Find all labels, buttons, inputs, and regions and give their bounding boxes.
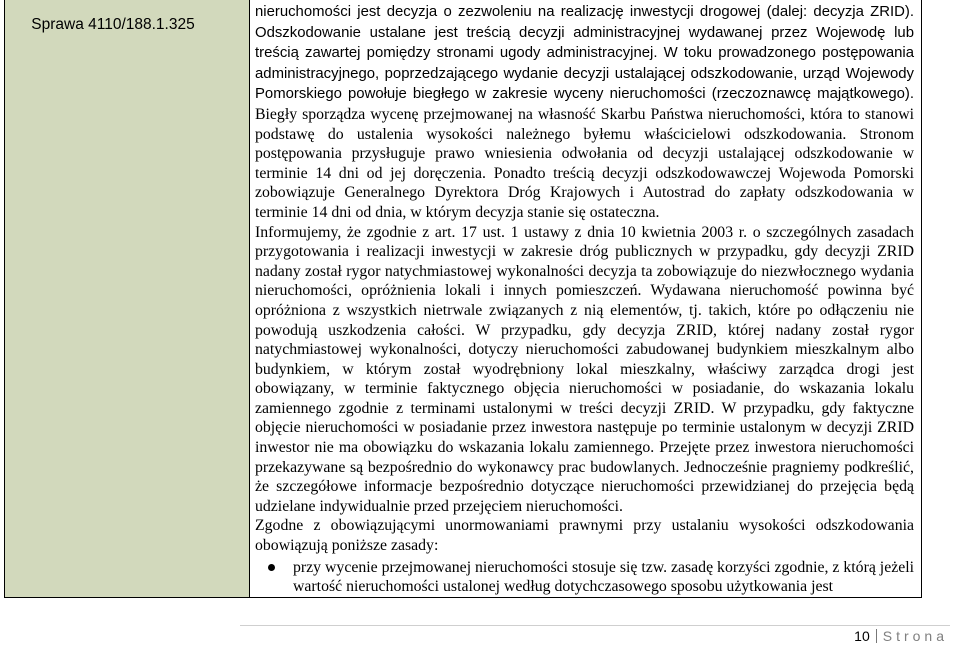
bullet-list	[255, 558, 914, 597]
paragraph-1-serif-text: Biegły sporządza wycenę przejmowanej na własność Skarbu Państwa nieruchomości, która to stanowi podstawę do ustalenia wysokości należnego byłemu właścicielowi odszkodowania. Stronom postępowania przysługuje prawo wniesienia odwołania od decyzji ustalającej odszkodowanie w terminie 14 dni od jej doręczenia. Ponadto treścią decyzji odszkodowawczej Wojewoda Pomorski zobowiązuje Generalnego Dyrektora Dróg Krajowych i Autostrad do zapłaty odszkodowania w terminie 14 dni od dnia, w którym decyzja stanie się ostateczna.	[255, 105, 914, 221]
footer-separator	[876, 629, 877, 643]
page-word: Strona	[882, 628, 948, 644]
document-body	[250, 0, 921, 597]
paragraph-1-sans-text: nieruchomości jest decyzja o zezwoleniu na realizację inwestycji drogowej (dalej: decyzja ZRID). Odszkodowanie ustalane jest treścią decyzji administracyjnej wydawanej przez Wojewodę lub treścią zawartej pomiędzy stronami ugody administracyjnej. W toku prowadzonego postępowania administracyjnego, poprzedzającego wydanie decyzji ustalającej odszkodowanie, urząd Wojewody Pomorskiego powołuje biegłego w zakresie wyceny nieruchomości (rzeczoznawcę majątkowego).	[255, 4, 914, 103]
paragraph-2: Informujemy, że zgodnie z art. 17 ust. 1 ustawy z dnia 10 kwietnia 2003 r. o szczególnych zasadach przygotowania i realizacji inwestycji w zakresie dróg publicznych w przypadku, gdy decyzji ZRID nadany został rygor natychmiastowej wykonalności decyzja ta zobowiązuje do niezwłocznego wydania nieruchomości, opróżnienia lokali i innych pomieszczeń. Wydawana nieruchomość powinna być opróżniona z wszystkich nietrwale związanych z nią elementów, tj. takich, które po odłączeniu nie powodują uszkodzenia całości. W przypadku, gdy decyzja ZRID, której nadany został rygor natychmiastowej wykonalności, dotyczy nieruchomości zabudowanej budynkiem mieszkalnym albo budynkiem, w którym został wyodrębniony lokal mieszkalny, właściwy zarządca drogi jest obowiązany, w terminie faktycznego objęcia nieruchomości w posiadanie, do wskazania lokalu zamiennego zgodnie z terminami ustalonymi w treści decyzji ZRID. W przypadku, gdy faktyczne objęcie nieruchomości w posiadanie przez inwestora następuje po terminie ustalonym w decyzji ZRID inwestor nie ma obowiązku do wskazania lokalu zamiennego. Przejęte przez inwestora nieruchomości przekazywane są bezpośrednio do wykonawcy prac budowlanych. Jednocześnie pragniemy podkreślić, że szczegółowe informacje bezpośrednio dotyczące nieruchomości przewidzianej do przejęcia będą udzielane indywidualnie przed przejęciem nieruchomości.	[255, 223, 914, 515]
footer-divider	[240, 625, 950, 626]
list-item-text: przy wycenie przejmowanej nieruchomości stosuje się tzw. zasadę korzyści zgodnie, z którą jeżeli wartość nieruchomości ustalonej według dotychczasowego sposobu użytkowania jest	[293, 558, 914, 596]
page-number: 10	[854, 628, 870, 644]
list-item	[293, 558, 914, 597]
case-reference: Sprawa 4110/188.1.325	[31, 16, 195, 33]
paragraph-3: Zgodne z obowiązującymi unormowaniami prawnymi przy ustalaniu wysokości odszkodowania obowiązują poniższe zasady:	[255, 517, 914, 555]
page-footer	[854, 628, 948, 644]
document-table	[4, 0, 922, 598]
paragraph-1	[255, 2, 914, 223]
case-reference-cell	[5, 0, 250, 597]
bullet-dot-icon	[268, 564, 275, 571]
